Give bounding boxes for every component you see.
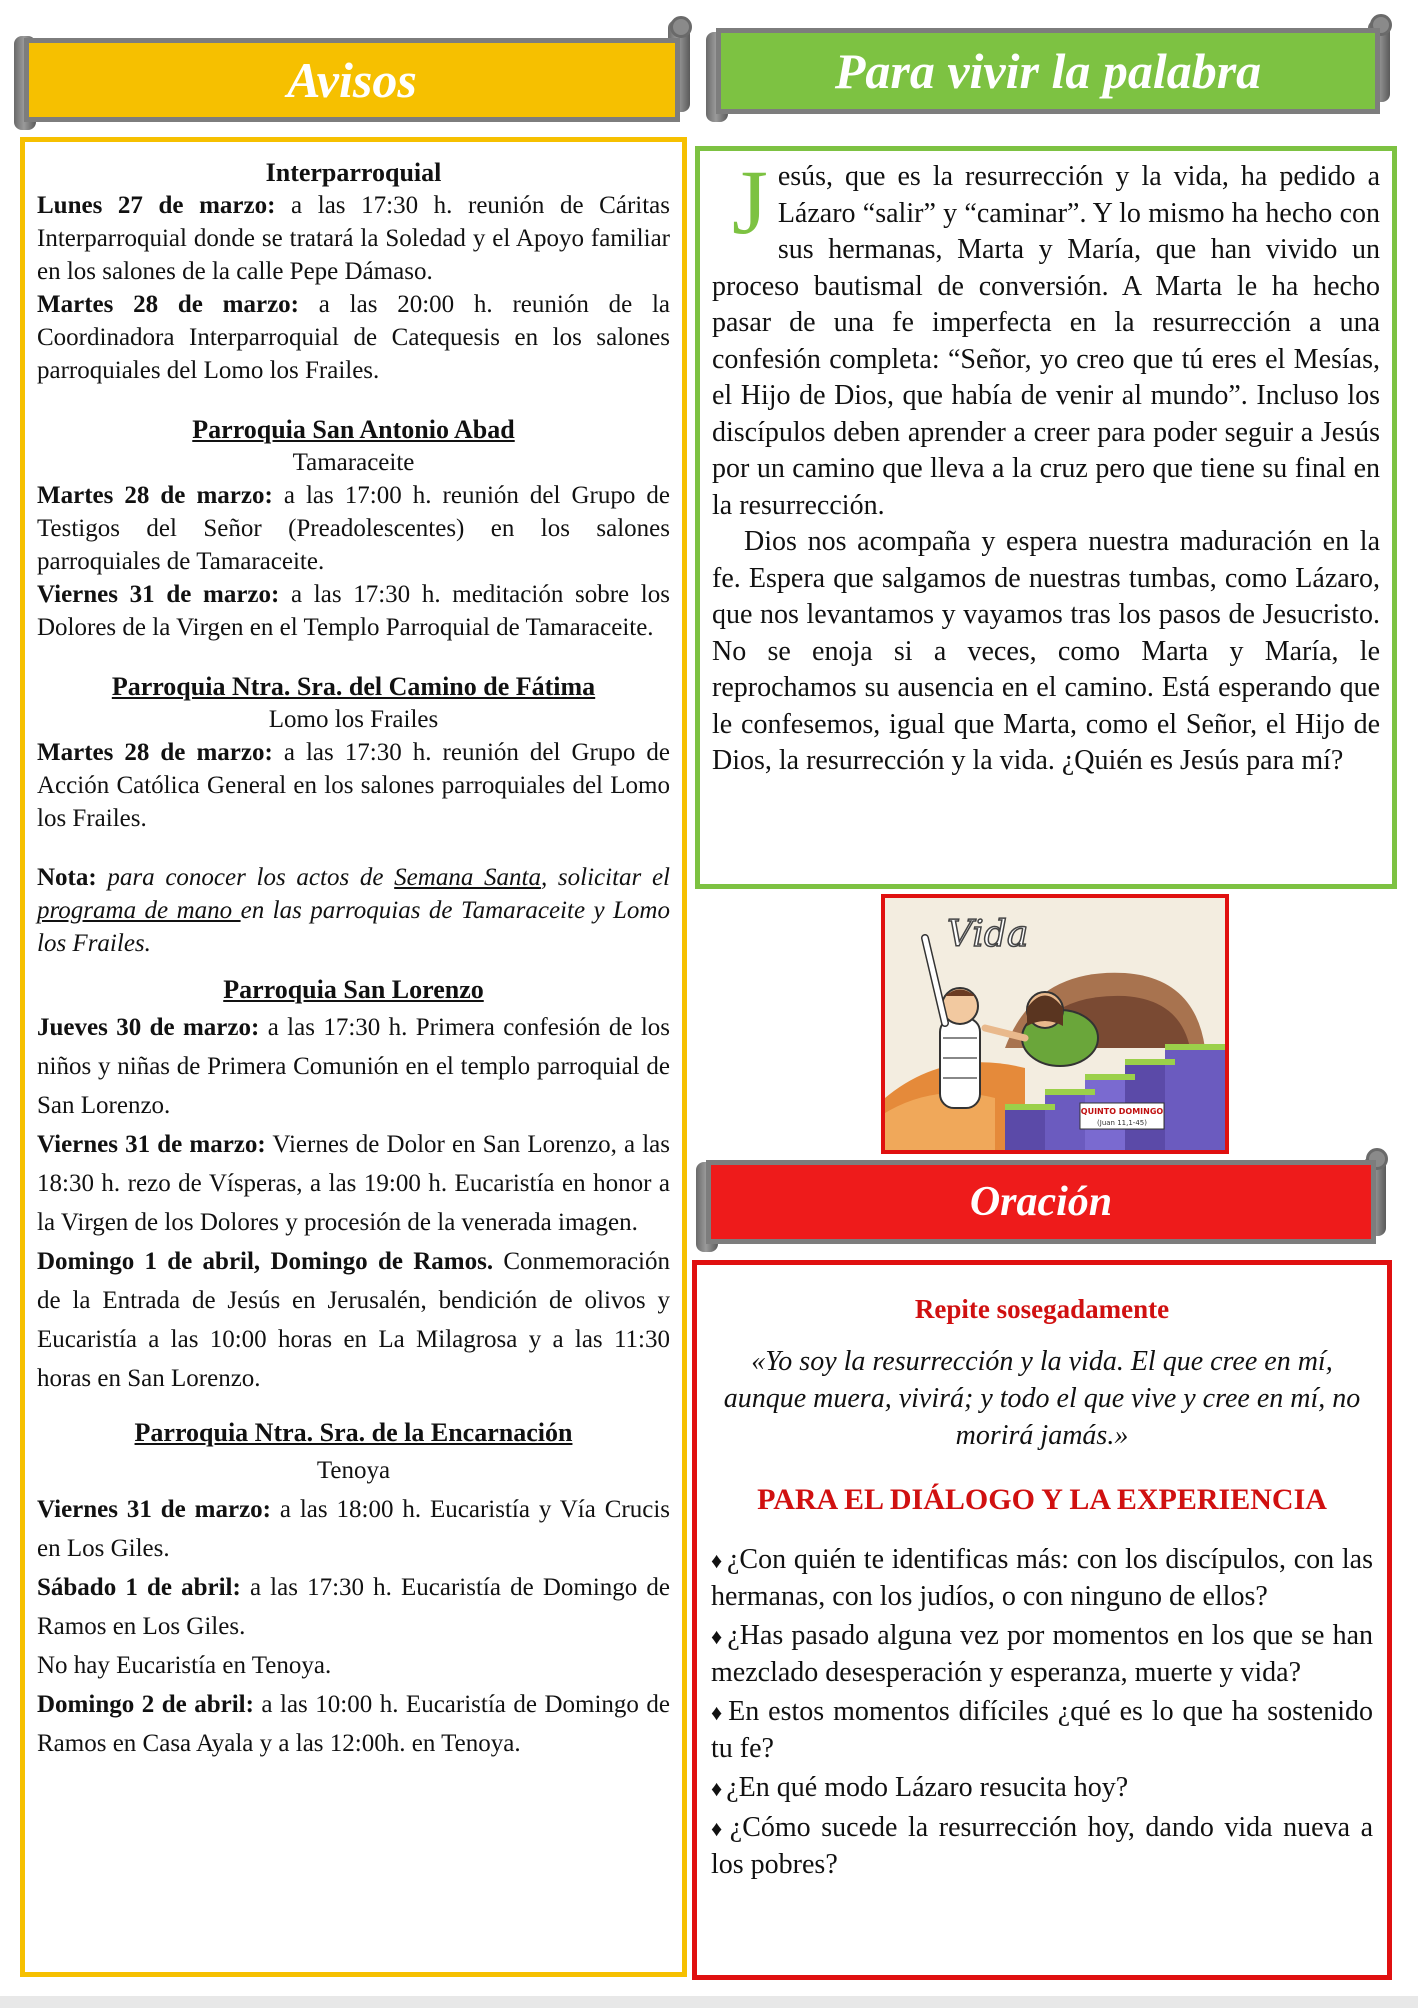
section-encarnacion xyxy=(37,1414,670,1763)
notice-date: Jueves 30 de marzo: xyxy=(37,1014,260,1041)
notice-item xyxy=(37,1008,670,1125)
palabra-paragraph-1 xyxy=(712,151,1380,524)
palabra-banner-bar xyxy=(716,28,1380,114)
notice-date: Viernes 31 de marzo: xyxy=(37,581,280,608)
notice-text: a las 17:30 h. reunión del Grupo de Acción Católica General en los salones parroquiales del Lomo los Frailes. xyxy=(37,739,671,832)
list-item xyxy=(711,1542,1373,1615)
notice-date: Viernes 31 de marzo: xyxy=(37,1496,271,1523)
question-text: En estos momentos difíciles ¿qué es lo que ha sostenido tu fe? xyxy=(711,1696,1373,1764)
diamond-bullet-icon: ♦ xyxy=(711,1700,725,1725)
palabra-title: Para vivir la palabra xyxy=(834,43,1262,99)
notice-item xyxy=(37,1685,670,1763)
list-item xyxy=(711,1810,1373,1883)
notice-date: Domingo 1 de abril, Domingo de Ramos. xyxy=(37,1248,494,1275)
question-text: ¿Con quién te identificas más: con los discípulos, con las hermanas, con los judíos, o con ninguno de ellos? xyxy=(711,1544,1373,1612)
notice-text: a las 17:30 h. meditación sobre los Dolores de la Virgen en el Templo Parroquial de Tamaraceite. xyxy=(37,581,670,641)
list-item xyxy=(711,1770,1373,1807)
notice-text: a las 17:00 h. reunión del Grupo de Testigos del Señor (Preadolescentes) en los salones parroquiales de Tamaraceite. xyxy=(37,482,671,575)
note-paragraph xyxy=(37,861,670,960)
avisos-box xyxy=(20,137,687,1977)
avisos-title: Avisos xyxy=(287,52,417,108)
notice-text: Conmemoración de la Entrada de Jesús en Jerusalén, bendición de olivos y Eucaristía a las 10:00 horas en La Milagrosa y a las 11:30 horas en San Lorenzo. xyxy=(37,1248,670,1392)
oracion-title: Oración xyxy=(969,1179,1113,1225)
question-text: ¿Cómo sucede la resurrección hoy, dando vida nueva a los pobres? xyxy=(711,1812,1373,1880)
notice-item xyxy=(37,288,670,387)
diamond-bullet-icon: ♦ xyxy=(711,1624,724,1649)
oracion-heading: Repite sosegadamente xyxy=(914,1294,1170,1324)
notice-item xyxy=(37,479,670,578)
note-text: para conocer los actos de xyxy=(96,864,395,891)
palabra-banner xyxy=(706,20,1390,122)
list-item xyxy=(711,1694,1373,1767)
section-san-antonio-abad xyxy=(37,413,670,644)
question-list xyxy=(711,1542,1373,1883)
notice-text: a las 10:00 h. Eucaristía de Domingo de Ramos en Casa Ayala y a las 12:00h. en Tenoya. xyxy=(37,1691,670,1757)
notice-date: Domingo 2 de abril: xyxy=(37,1691,254,1718)
section-title: Parroquia San Lorenzo xyxy=(223,975,484,1004)
question-text: ¿En qué modo Lázaro resucita hoy? xyxy=(726,1772,1129,1803)
notice-text: a las 17:30 h. reunión de Cáritas Interparroquial donde se tratará la Soledad y el Apoyo familiar en los salones de la calle Pepe Dámaso. xyxy=(37,192,670,285)
diamond-bullet-icon: ♦ xyxy=(711,1816,726,1841)
palabra-paragraph-2: Dios nos acompaña y espera nuestra maduración en la fe. Espera que salgamos de nuestras tumbas, como Lázaro, que nos levantamos y vayamos tras los pasos de Jesucristo. No se enoja si a veces, como Marta y María, le reprochamos su ausencia en el camino. Está esperando que le confesemos, igual que Marta, como el Señor, el Hijo de Dios, la resurrección y la vida. ¿Quién es Jesús para mí? xyxy=(712,526,1380,776)
drop-cap: J xyxy=(732,151,768,253)
section-subtitle: Tenoya xyxy=(316,1457,391,1484)
note-link-semana-santa: Semana Santa xyxy=(394,864,541,891)
notice-item xyxy=(37,1242,670,1398)
illustration-caption-ref: (Juan 11,1-45) xyxy=(1097,1119,1147,1127)
section-subtitle: Lomo los Frailes xyxy=(268,706,439,733)
palabra-box xyxy=(695,146,1397,889)
avisos-banner xyxy=(14,30,690,130)
note-text: , solicitar el xyxy=(540,864,670,891)
notice-item xyxy=(37,578,670,644)
oracion-banner-bar xyxy=(706,1160,1376,1244)
illustration-svg xyxy=(885,898,1225,1150)
note-link-programa: programa de mano xyxy=(37,897,241,924)
notice-text: a las 17:30 h. Eucaristía de Domingo de Ramos en Los Giles. xyxy=(37,1574,670,1640)
notice-item xyxy=(37,189,670,288)
section-subtitle: Tamaraceite xyxy=(292,449,415,476)
notice-text: Viernes de Dolor en San Lorenzo, a las 18:30 h. rezo de Vísperas, a las 19:00 h. Eucaristía en honor a la Virgen de los Dolores y procesión de la venerada imagen. xyxy=(37,1131,670,1236)
notice-text: a las 20:00 h. reunión de la Coordinadora Interparroquial de Catequesis en los salones parroquiales del Lomo los Frailes. xyxy=(37,291,670,384)
notice-text: a las 18:00 h. Eucaristía y Vía Crucis en Los Giles. xyxy=(37,1496,670,1562)
question-text: ¿Has pasado alguna vez por momentos en los que se han mezclado desesperación y esperanza, muerte y vida? xyxy=(711,1620,1373,1688)
section-title: Parroquia Ntra. Sra. de la Encarnación xyxy=(134,1418,573,1447)
lazarus-illustration xyxy=(881,894,1229,1154)
palabra-text: esús, que es la resurrección y la vida, ha pedido a Lázaro “salir” y “caminar”. Y lo mismo ha hecho con sus hermanas, Marta y María, que han vivido un proceso bautismal de conversión. A Marta le ha hecho pasar de una fe imperfecta en la resurrección a una confesión completa: “Señor, yo creo que tú eres el Mesías, el Hijo de Dios, que había de venir al mundo”. Incluso los discípulos deben aprender a creer para poder seguir a Jesús por un camino que lleva a la cruz pero que tiene su final en la resurrección. xyxy=(712,161,1380,521)
notice-text: a las 17:30 h. Primera confesión de los niños y niñas de Primera Comunión en el templo parroquial de San Lorenzo. xyxy=(37,1014,670,1119)
illustration-caption: QUINTO DOMINGO xyxy=(1080,1107,1164,1116)
section-title: Interparroquial xyxy=(265,158,442,187)
oracion-box xyxy=(692,1260,1392,1980)
notice-date: Viernes 31 de marzo: xyxy=(37,1131,266,1158)
dialog-title: PARA EL DIÁLOGO Y LA EXPERIENCIA xyxy=(757,1483,1327,1516)
notice-date: Martes 28 de marzo: xyxy=(37,739,273,766)
notice-item xyxy=(37,1568,670,1646)
notice-date: Lunes 27 de marzo: xyxy=(37,192,276,219)
section-camino-de-fatima xyxy=(37,670,670,835)
section-title: Parroquia Ntra. Sra. del Camino de Fátima xyxy=(111,672,596,701)
notice-item xyxy=(37,1125,670,1242)
note-label: Nota: xyxy=(37,864,97,891)
scroll-curl-icon xyxy=(670,16,692,38)
notice-item xyxy=(37,1490,670,1568)
vida-word: Vida xyxy=(947,914,1029,955)
avisos-banner-bar xyxy=(24,38,680,122)
notice-date: Martes 28 de marzo: xyxy=(37,291,300,318)
notice-text: No hay Eucaristía en Tenoya. xyxy=(37,1652,332,1679)
note-text: en las parroquias de Tamaraceite y Lomo los Frailes. xyxy=(37,897,670,957)
list-item xyxy=(711,1618,1373,1691)
section-title: Parroquia San Antonio Abad xyxy=(192,415,515,444)
oracion-quote: «Yo soy la resurrección y la vida. El que cree en mí, aunque muera, vivirá; y todo el que vive y cree en mí, no morirá jamás.» xyxy=(723,1346,1361,1451)
notice-item xyxy=(37,736,670,835)
notice-item xyxy=(37,1646,670,1685)
diamond-bullet-icon: ♦ xyxy=(711,1776,723,1801)
notice-date: Martes 28 de marzo: xyxy=(37,482,273,509)
page-bottom-strip xyxy=(0,1996,1418,2008)
oracion-banner xyxy=(696,1152,1386,1252)
section-interparroquial xyxy=(37,156,670,387)
diamond-bullet-icon: ♦ xyxy=(711,1548,723,1573)
notice-date: Sábado 1 de abril: xyxy=(37,1574,241,1601)
section-san-lorenzo xyxy=(37,972,670,1398)
